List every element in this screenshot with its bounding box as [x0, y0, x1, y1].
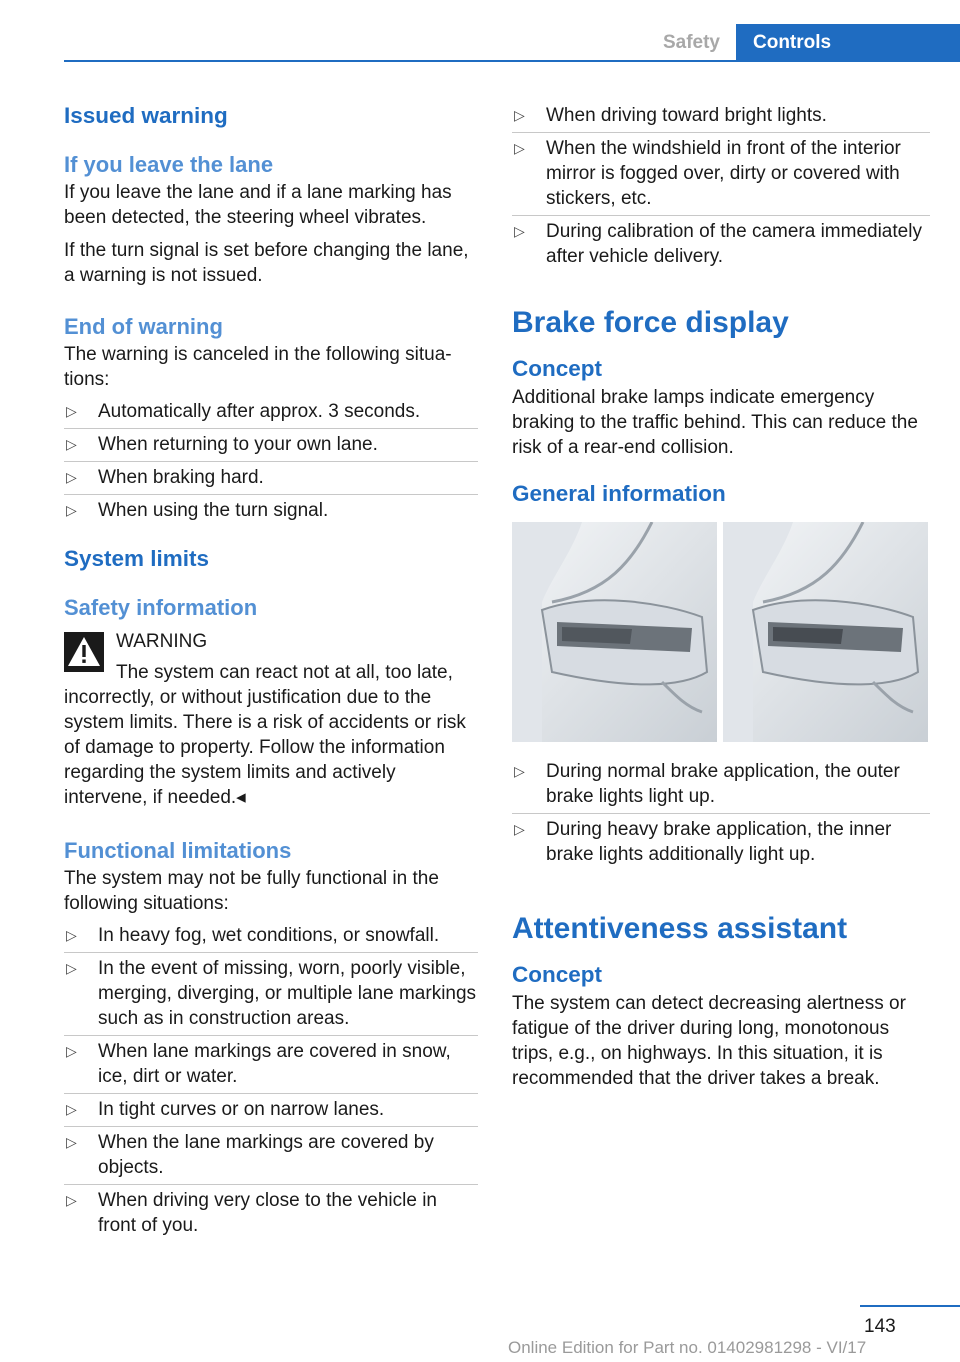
triangle-bullet-icon: ▷	[514, 821, 525, 837]
warning-text: incorrectly, or without justification due to the system limits. There is a risk of accidents or risk of damage to property. Follow the information regarding the system limits and actively intervene, if needed.◂	[64, 687, 466, 808]
triangle-bullet-icon: ▷	[514, 140, 525, 156]
functional-list	[64, 920, 478, 1242]
heading-end-of-warning: End of warning	[64, 314, 223, 339]
heading-issued-warning: Issued warning	[64, 103, 228, 128]
concept-paragraph: Additional brake lamps indicate emergency braking to the traffic behind. This can reduce the risk of a rear-end collision.	[512, 387, 918, 458]
leave-lane-paragraph-1: If you leave the lane and if a lane marking has been detected, the steering wheel vibrates.	[64, 182, 452, 228]
triangle-bullet-icon: ▷	[66, 960, 77, 976]
header-rule	[64, 60, 960, 62]
list-item: ▷ During calibration of the camera immediately after vehicle delivery.	[512, 215, 930, 273]
triangle-bullet-icon: ▷	[514, 107, 525, 123]
page-number: 143	[864, 1316, 896, 1337]
triangle-bullet-icon: ▷	[66, 1134, 77, 1150]
end-warning-list	[64, 396, 478, 527]
triangle-bullet-icon: ▷	[66, 436, 77, 452]
heading-concept: Concept	[512, 356, 602, 381]
triangle-bullet-icon: ▷	[66, 403, 77, 419]
right-column	[512, 100, 930, 1091]
limits-list-continued	[512, 100, 930, 273]
functional-paragraph: The system may not be fully functional in the following situations:	[64, 868, 439, 914]
end-warning-paragraph: The warning is canceled in the following situations:	[64, 344, 452, 390]
list-item: ▷ In heavy fog, wet conditions, or snowfall.	[66, 925, 440, 946]
heading-system-limits: System limits	[64, 546, 210, 571]
triangle-bullet-icon: ▷	[66, 1043, 77, 1059]
list-item: ▷ When lane markings are covered in snow, ice, dirt or water.	[64, 1035, 478, 1093]
tab-controls[interactable]: Controls	[736, 24, 960, 62]
edition-line: Online Edition for Part no. 01402981298 - VI/17	[508, 1338, 867, 1357]
tail-light-heavy-braking-image	[723, 522, 928, 742]
triangle-bullet-icon: ▷	[514, 223, 525, 239]
brake-lights-illustration	[512, 522, 928, 742]
list-item: ▷ When using the turn signal.	[64, 494, 478, 527]
tab-safety[interactable]: Safety	[662, 32, 720, 53]
heading-concept-2: Concept	[512, 962, 602, 987]
heading-attentiveness-assistant: Attentiveness assistant	[512, 912, 848, 945]
heading-general-information: General information	[512, 481, 726, 506]
list-item: ▷ When the lane markings are covered by objects.	[64, 1126, 478, 1184]
list-item: ▷ When driving very close to the vehicle in front of you.	[64, 1184, 478, 1242]
left-column	[64, 100, 478, 1242]
list-item: ▷ During normal brake application, the outer brake lights light up.	[514, 761, 900, 807]
heading-leave-lane: If you leave the lane	[64, 152, 274, 177]
list-item: ▷ When braking hard.	[64, 461, 478, 494]
list-item: ▷ Automatically after approx. 3 seconds.	[66, 401, 421, 422]
list-item: ▷ In tight curves or on narrow lanes.	[64, 1093, 478, 1126]
list-item: ▷ During heavy brake application, the inner brake lights additionally light up.	[512, 813, 930, 871]
concept2-paragraph: The system can detect decreasing alertness or fatigue of the driver during long, monotonous trips, e.g., on highways. In this situation, it is recommended that the driver takes a break.	[512, 993, 906, 1089]
triangle-bullet-icon: ▷	[66, 927, 77, 943]
tail-light-normal-image	[512, 522, 717, 742]
leave-lane-paragraph-2: If the turn signal is set before changing the lane, a warning is not issued.	[64, 240, 469, 286]
triangle-bullet-icon: ▷	[66, 502, 77, 518]
brake-light-list	[512, 756, 930, 871]
heading-brake-force-display: Brake force display	[512, 306, 789, 339]
warning-triangle-icon	[64, 632, 104, 672]
triangle-bullet-icon: ▷	[66, 1101, 77, 1117]
warning-label: WARNING	[116, 631, 208, 652]
triangle-bullet-icon: ▷	[514, 763, 525, 779]
heading-safety-information: Safety information	[64, 595, 258, 620]
list-item: ▷ When returning to your own lane.	[64, 428, 478, 461]
warning-block	[64, 629, 478, 810]
warning-text-first-line: The system can react not at all, too late,	[116, 662, 453, 683]
list-item: ▷ When the windshield in front of the interior mirror is fogged over, dirty or covered with stickers, etc.	[512, 132, 930, 215]
list-item: ▷ In the event of missing, worn, poorly visible, merging, diverging, or multiple lane markings such as in construction areas.	[64, 952, 478, 1035]
triangle-bullet-icon: ▷	[66, 1192, 77, 1208]
triangle-bullet-icon: ▷	[66, 469, 77, 485]
heading-functional-limitations: Functional limitations	[64, 838, 292, 863]
list-item: ▷ When driving toward bright lights.	[514, 105, 827, 126]
footer-rule	[860, 1305, 960, 1307]
